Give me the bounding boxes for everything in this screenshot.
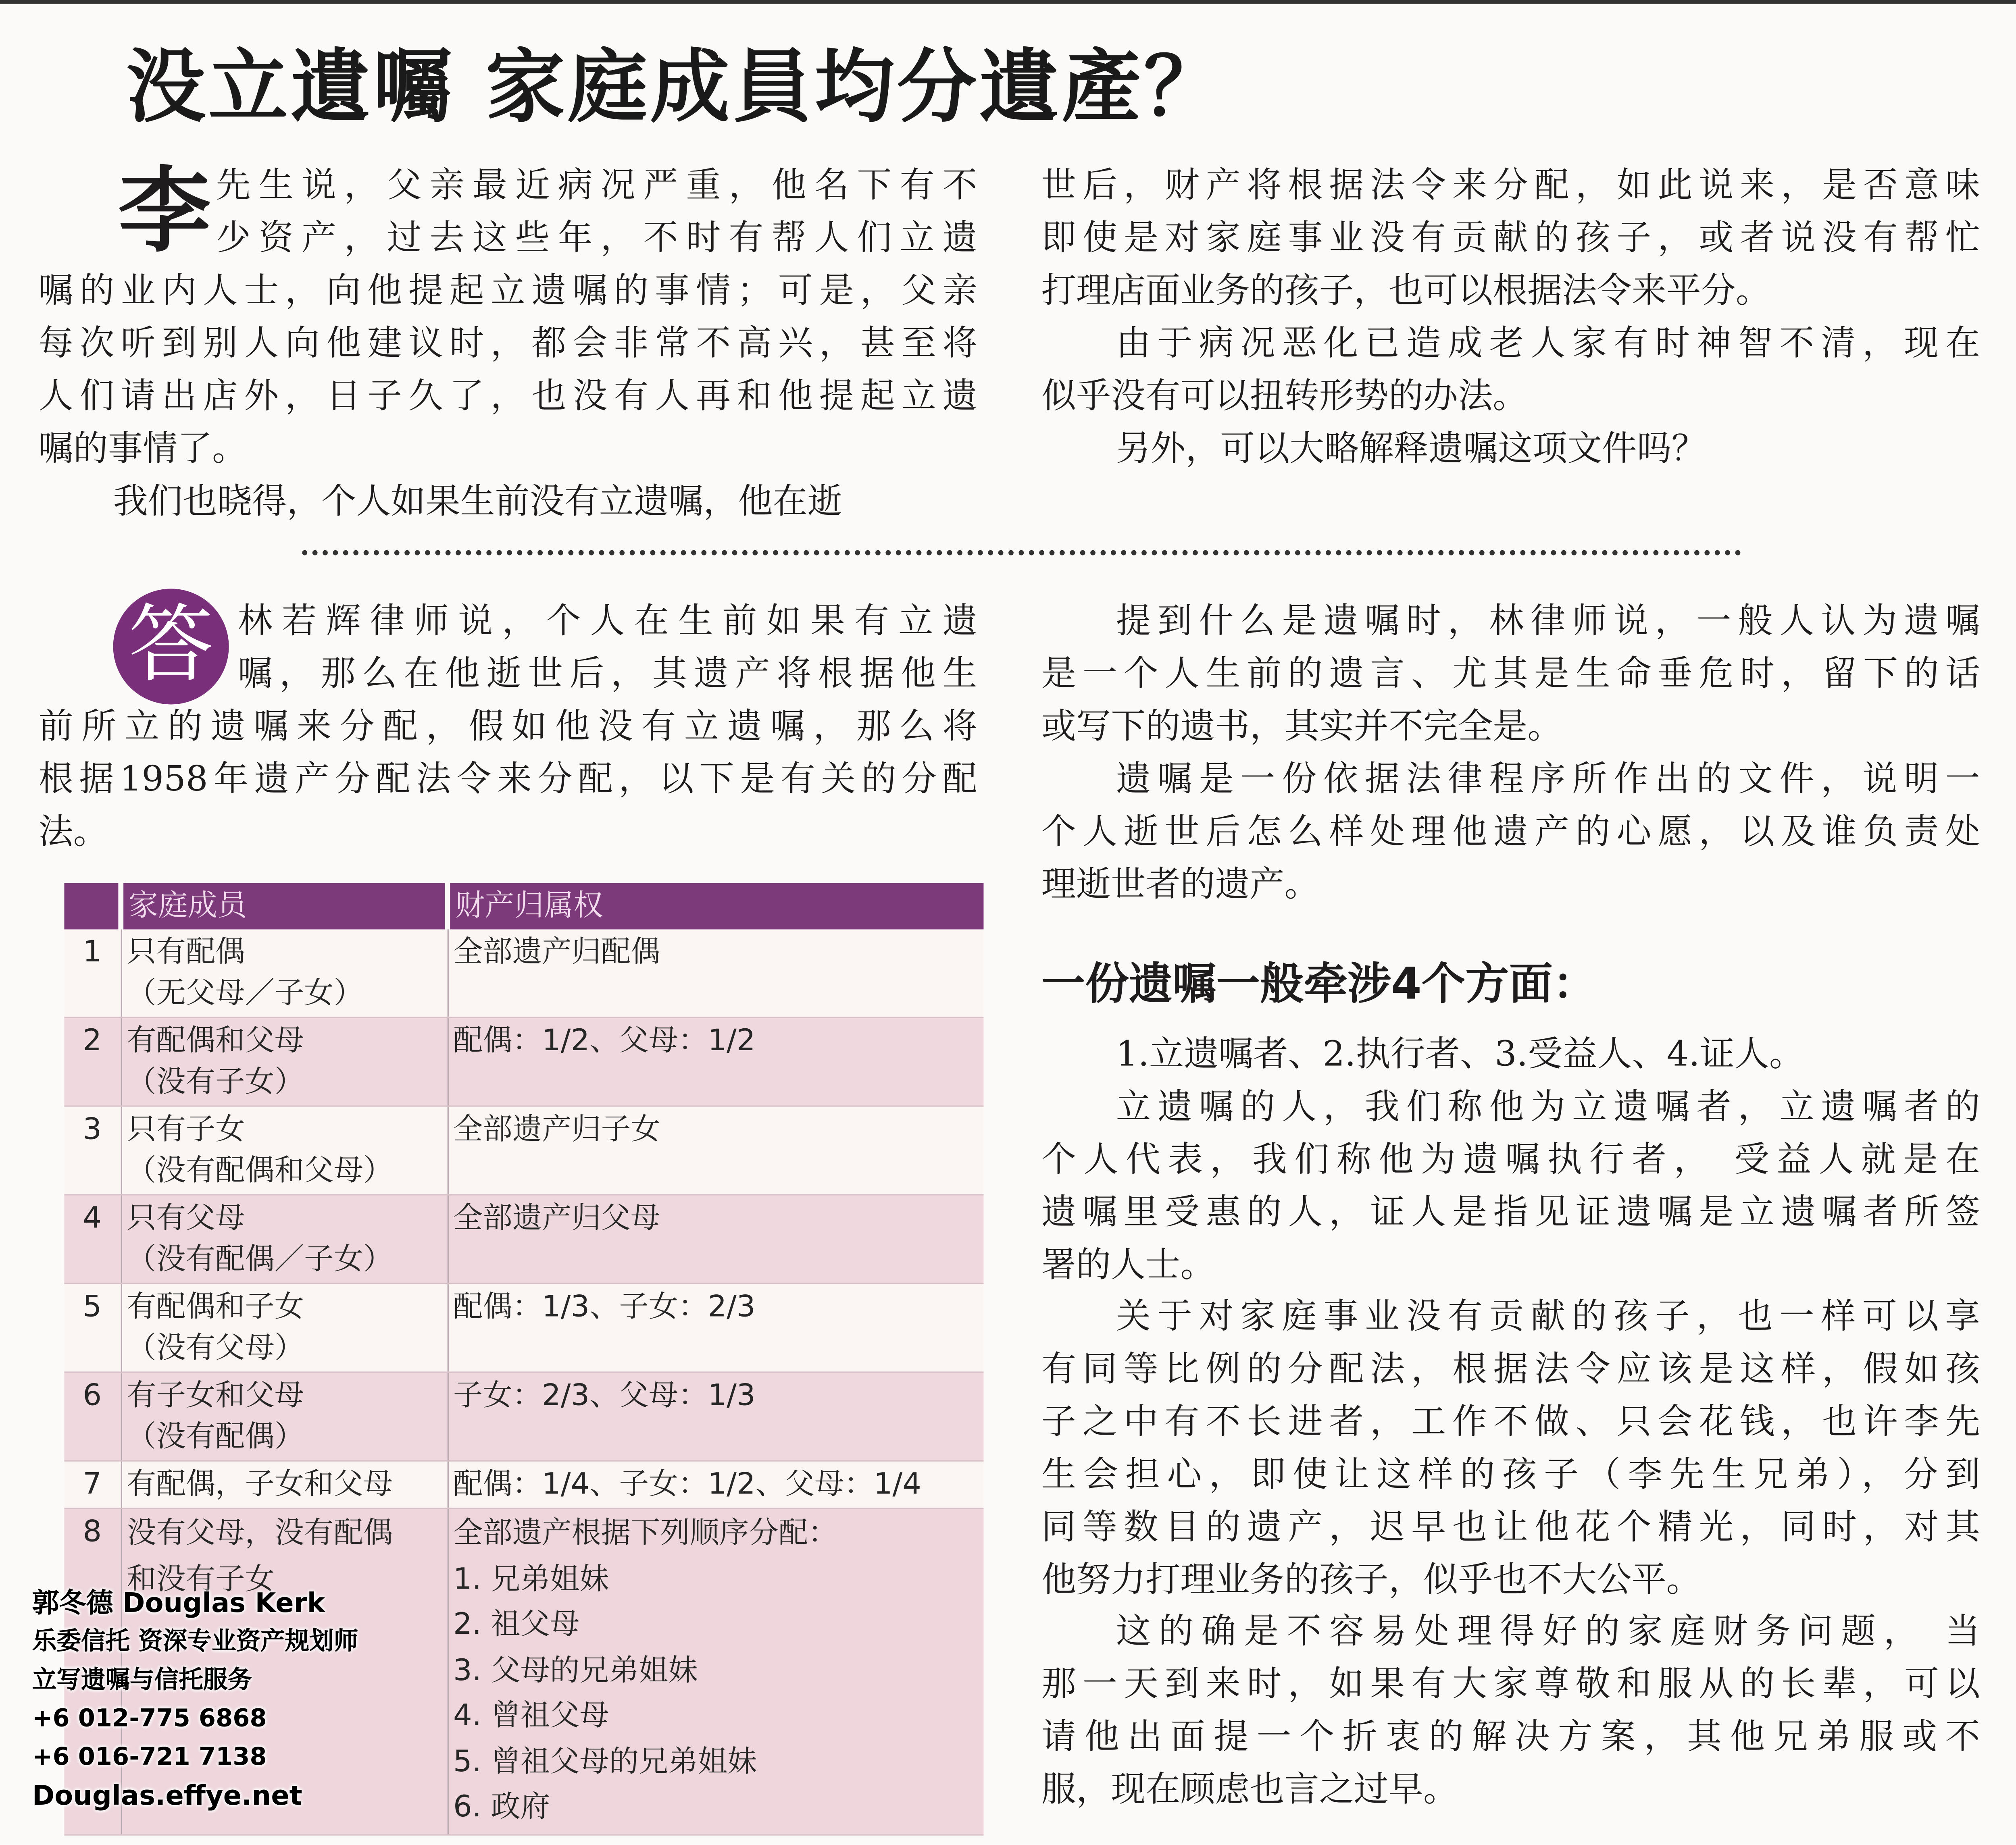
row-number: 4: [64, 1195, 121, 1283]
answer-paragraph: [39, 595, 977, 859]
cell-line: 只有配偶: [127, 936, 245, 969]
text-line: 署的人士。: [1041, 1245, 1215, 1285]
row-number: 8: [64, 1508, 121, 1834]
table-row: [64, 1372, 983, 1461]
property-right-cell: [448, 1283, 984, 1372]
question-paragraph: [38, 155, 977, 475]
row-number: 3: [64, 1106, 121, 1195]
text-line: 立遗嘱的人，我们称他为立遗嘱者，立遗嘱者的: [1116, 1087, 1980, 1127]
text-line: 服，现在顾虑也言之过早。: [1041, 1770, 1458, 1810]
cell-line: （没有配偶和父母）: [127, 1154, 393, 1188]
family-member-cell: [121, 1372, 448, 1461]
section-heading: 一份遗嘱一般牵涉4个方面：: [1041, 959, 1597, 1011]
row-number: 7: [64, 1461, 121, 1508]
cell-line: （没有配偶／子女）: [127, 1243, 393, 1277]
contact-phone: +6 016-721 7138: [32, 1743, 267, 1772]
text-line: 遗嘱是一份依据法律程序所作出的文件，说明一: [1116, 759, 1980, 800]
text-line: 前所立的遗嘱来分配，假如他没有立遗嘱，那么将: [38, 707, 977, 747]
table-row: [64, 1461, 983, 1508]
answer-paragraph: [1041, 1291, 1980, 1607]
question-paragraph: [39, 476, 977, 528]
text-line: 他努力打理业务的孩子，似乎也不大公平。: [1041, 1560, 1701, 1601]
text-line: 生会担心，即使让这样的孩子（李先生兄弟），分到: [1041, 1455, 1980, 1495]
article-title: 没立遺囑 家庭成員均分遺產？: [126, 40, 1226, 134]
text-line: 遗嘱里受惠的人，证人是指见证遗嘱是立遗嘱者所签: [1041, 1193, 1980, 1233]
text-line: 请他出面提一个折衷的解决方案，其他兄弟服或不: [1041, 1717, 1980, 1758]
family-member-cell: [121, 1106, 448, 1195]
cell-line: 3. 父母的兄弟姐妹: [453, 1654, 698, 1687]
text-line: 嘱，那么在他逝世后，其遗产将根据他生: [237, 654, 977, 694]
text-line: 根据1958年遗产分配法令来分配，以下是有关的分配: [38, 759, 977, 800]
text-line: 法。: [38, 812, 108, 853]
answer-paragraph: [1041, 595, 1980, 753]
text-line: 即使是对家庭事业没有贡献的孩子，或者说没有帮忙: [1041, 218, 1980, 258]
answer-dropcap-badge: 答: [113, 589, 229, 704]
text-line: 个人逝世后怎么样处理他遗产的心愿，以及谁负责处: [1041, 812, 1980, 853]
text-line: 世后，财产将根据法令来分配，如此说来，是否意味: [1041, 166, 1980, 206]
text-line: 少资产，过去这些年，不时有帮人们立遗: [216, 218, 977, 258]
text-line: 打理店面业务的孩子，也可以根据法令来平分。: [1041, 271, 1770, 311]
table-row: [64, 1017, 983, 1106]
row-number: 5: [64, 1283, 121, 1372]
cell-line: 有配偶和子女: [127, 1290, 304, 1324]
property-right-cell: [448, 1017, 984, 1106]
header-num: [64, 883, 121, 930]
text-line: 由于病况恶化已造成老人家有时神智不清，现在: [1116, 324, 1980, 364]
cell-line: 只有子女: [127, 1113, 245, 1147]
contact-name: 郭冬德 Douglas Kerk: [32, 1587, 325, 1618]
cell-line: （没有子女）: [127, 1065, 304, 1099]
table-header-row: [64, 883, 983, 930]
text-line: 1.立遗嘱者、2.执行者、3.受益人、4.证人。: [1116, 1034, 1804, 1075]
text-line: 提到什么是遗嘱时，林律师说，一般人认为遗嘱: [1116, 601, 1980, 642]
table-row: [64, 1283, 983, 1372]
text-line: 或写下的遗书，其实并不完全是。: [1041, 707, 1562, 747]
answer-paragraph: [1041, 1028, 1980, 1081]
text-line: 个人代表，我们称他为遗嘱执行者， 受益人就是在: [1041, 1140, 1980, 1180]
cell-line: 配偶：1/3、子女：2/3: [453, 1290, 756, 1324]
family-member-cell: [121, 1017, 448, 1106]
cell-line: （没有父母）: [127, 1331, 304, 1365]
property-right-cell: [448, 1106, 984, 1195]
cell-line: 1. 兄弟姐妹: [453, 1562, 609, 1596]
cell-line: 4. 曾祖父母: [453, 1699, 609, 1733]
cell-line: 有配偶，子女和父母: [127, 1468, 393, 1502]
cell-line: 全部遗产归配偶: [453, 936, 660, 969]
dotted-divider: [302, 550, 1742, 555]
answer-paragraph: [1041, 1081, 1980, 1292]
table-row: [64, 930, 983, 1017]
answer-paragraph: [1041, 753, 1980, 911]
contact-overlay: [32, 1584, 358, 1815]
cell-line: 只有父母: [127, 1202, 245, 1236]
property-right-cell: [448, 1508, 984, 1834]
cell-line: （无父母／子女）: [127, 977, 363, 1011]
property-right-cell: [448, 1195, 984, 1283]
text-line: 子之中有不长进者，工作不做、只会花钱，也许李先: [1041, 1402, 1980, 1442]
contact-title: 乐委信托 资深专业资产规划师: [32, 1627, 358, 1656]
cell-line: 6. 政府: [453, 1790, 550, 1824]
contact-website[interactable]: Douglas.effye.net: [32, 1780, 302, 1812]
cell-line: 有配偶和父母: [127, 1024, 304, 1058]
cell-line: 全部遗产归子女: [453, 1113, 660, 1147]
table-row: [64, 1106, 983, 1195]
text-line: 另外，可以大略解释遗嘱这项文件吗？: [1116, 429, 1706, 469]
text-line: 关于对家庭事业没有贡献的孩子，也一样可以享: [1116, 1297, 1980, 1337]
text-line: 理逝世者的遗产。: [1041, 865, 1319, 905]
text-line: 似乎没有可以扭转形势的办法。: [1041, 376, 1528, 417]
cell-line: 没有父母，没有配偶: [127, 1516, 393, 1550]
cell-line: 配偶：1/2、父母：1/2: [453, 1024, 756, 1058]
text-line: 每次听到别人向他建议时，都会非常不高兴，甚至将: [38, 324, 977, 364]
text-line: 先生说，父亲最近病况严重，他名下有不: [216, 166, 977, 206]
text-line: 林若辉律师说，个人在生前如果有立遗: [237, 601, 977, 642]
row-number: 2: [64, 1017, 121, 1106]
family-member-cell: [121, 930, 448, 1017]
family-member-cell: [121, 1195, 448, 1283]
text-line: 嘱的业内人士，向他提起立遗嘱的事情；可是，父亲: [38, 271, 977, 311]
text-line: 同等数目的遗产，迟早也让他花个精光，同时，对其: [1041, 1508, 1980, 1548]
cell-line: 2. 祖父母: [453, 1608, 580, 1642]
question-paragraph: [1041, 159, 1980, 317]
text-line: 我们也晓得，个人如果生前没有立遗嘱，他在逝: [113, 482, 842, 522]
row-number: 6: [64, 1372, 121, 1461]
contact-phone: +6 012-775 6868: [32, 1704, 267, 1733]
table-row: [64, 1195, 983, 1283]
header-family-member: 家庭成员: [121, 883, 448, 930]
question-paragraph: [1041, 318, 1980, 423]
header-property-right: 财产归属权: [448, 883, 984, 930]
contact-service: 立写遗嘱与信托服务: [32, 1666, 252, 1694]
family-member-cell: [121, 1461, 448, 1508]
top-rule: [0, 0, 2016, 4]
property-right-cell: [448, 930, 984, 1017]
cell-line: 子女：2/3、父母：1/3: [453, 1379, 756, 1413]
cell-line: 5. 曾祖父母的兄弟姐妹: [453, 1745, 757, 1778]
text-line: 是一个人生前的遗言、尤其是生命垂危时，留下的话: [1041, 654, 1980, 694]
cell-line: （没有配偶）: [127, 1420, 304, 1454]
text-line: 那一天到来时，如果有大家尊敬和服从的长辈，可以: [1041, 1664, 1980, 1705]
cell-line: 全部遗产根据下列顺序分配：: [453, 1516, 838, 1550]
property-right-cell: [448, 1461, 984, 1508]
row-number: 1: [64, 930, 121, 1017]
cell-line: 配偶：1/4、子女：1/2、父母：1/4: [453, 1468, 921, 1502]
question-paragraph: [1041, 423, 1980, 476]
text-line: 人们请出店外，日子久了，也没有人再和他提起立遗: [38, 376, 977, 417]
question-dropcap: 李: [118, 155, 211, 265]
answer-paragraph: [1041, 1606, 1980, 1816]
text-line: 嘱的事情了。: [38, 429, 247, 469]
cell-line: 全部遗产归父母: [453, 1202, 660, 1236]
family-member-cell: [121, 1283, 448, 1372]
cell-line: 和没有子女: [127, 1562, 275, 1596]
text-line: 有同等比例的分配法，根据法令应该是这样，假如孩: [1041, 1350, 1980, 1390]
property-right-cell: [448, 1372, 984, 1461]
text-line: 这的确是不容易处理得好的家庭财务问题， 当: [1116, 1612, 1980, 1652]
cell-line: 有子女和父母: [127, 1379, 304, 1413]
